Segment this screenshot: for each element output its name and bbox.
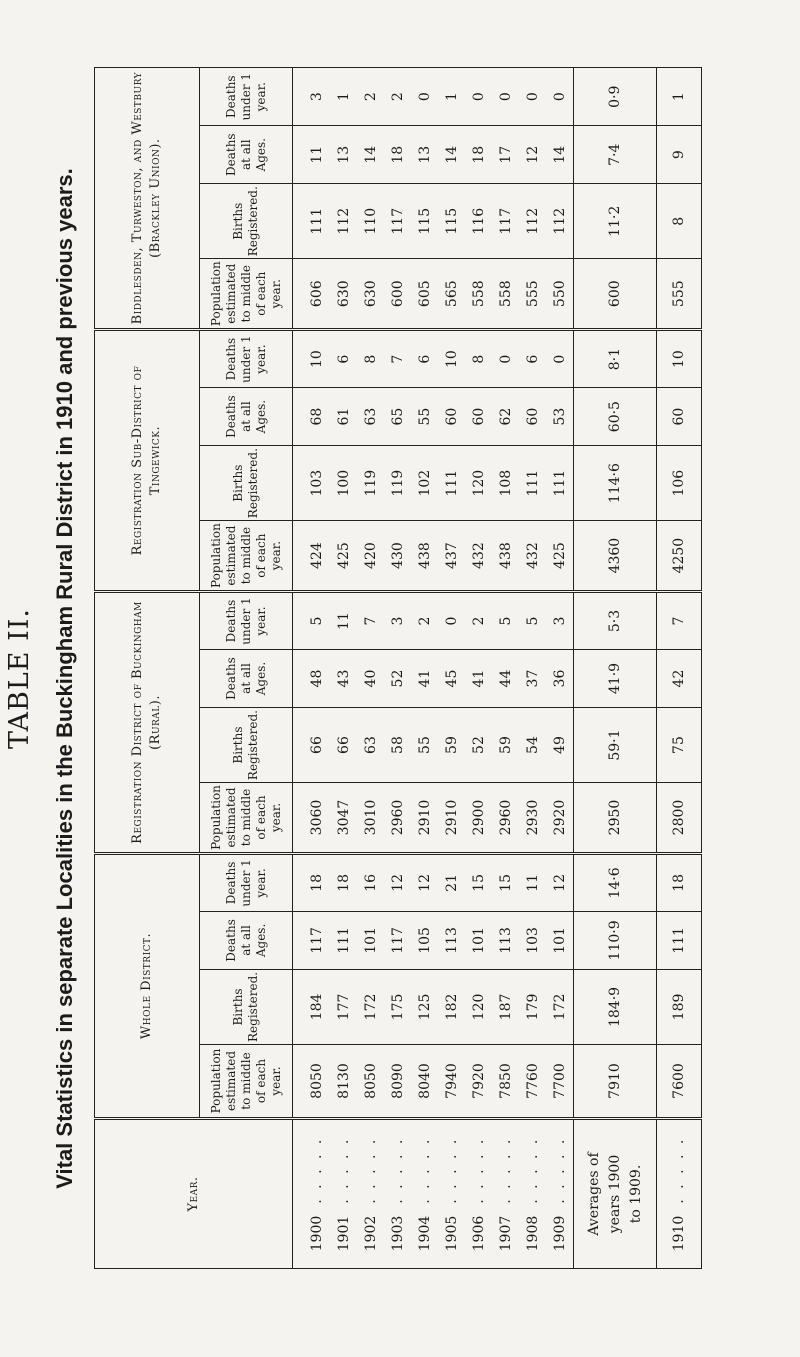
value-cell: 420 [357,521,384,592]
value-cell: 59 [438,708,465,783]
averages-row [574,68,657,1269]
column-header-row [200,68,293,1269]
value-cell: 112 [546,184,574,259]
table-row [465,68,492,1269]
year-label: 1907 [497,1215,514,1252]
value-cell: 8090 [384,1045,411,1119]
value-cell: 125 [411,969,438,1044]
group-header-whole-district: Whole District. [95,853,200,1118]
value-cell: 2910 [411,783,438,854]
value-cell: 115 [438,184,465,259]
value-cell: 14·6 [574,853,657,911]
value-cell: 2960 [492,783,519,854]
value-cell: 119 [384,446,411,521]
value-cell: 7·4 [574,126,657,184]
value-cell: 2910 [438,783,465,854]
value-cell: 8130 [330,1045,357,1119]
value-cell: 5·3 [574,592,657,650]
value-cell: 4360 [574,521,657,592]
leader-dots: . . . . . [362,1136,379,1204]
year-cell [519,1119,546,1269]
deaths-header: Deaths at all Ages. [200,650,293,708]
value-cell: 10 [657,330,702,388]
value-cell: 424 [293,521,331,592]
year-cell [657,1119,702,1269]
value-cell: 59 [492,708,519,783]
value-cell: 106 [657,446,702,521]
value-cell: 14 [546,126,574,184]
value-cell: 600 [384,259,411,330]
value-cell: 7940 [438,1045,465,1119]
value-cell: 2 [357,68,384,126]
value-cell: 0 [438,592,465,650]
value-cell: 14 [438,126,465,184]
value-cell: 565 [438,259,465,330]
year-cell [546,1119,574,1269]
value-cell: 58 [384,708,411,783]
value-cell: 105 [411,911,438,969]
value-cell: 55 [411,708,438,783]
value-cell: 177 [330,969,357,1044]
value-cell: 438 [492,521,519,592]
value-cell: 112 [330,184,357,259]
value-cell: 7 [357,592,384,650]
value-cell: 111 [330,911,357,969]
value-cell: 60 [465,388,492,446]
population-header: Population estimated to middle of each year. [200,259,293,330]
value-cell: 189 [657,969,702,1044]
value-cell: 0 [465,68,492,126]
value-cell: 425 [330,521,357,592]
value-cell: 10 [293,330,331,388]
value-cell: 175 [384,969,411,1044]
value-cell: 437 [438,521,465,592]
value-cell: 8 [657,184,702,259]
value-cell: 111 [438,446,465,521]
year-1910-row [657,68,702,1269]
value-cell: 8 [465,330,492,388]
vital-statistics-table [94,67,702,1269]
table-row [519,68,546,1269]
leader-dots: . . . . . [551,1136,568,1204]
leader-dots: . . . . . [416,1136,433,1204]
value-cell: 37 [519,650,546,708]
value-cell: 11 [330,592,357,650]
leader-dots: . . . . . [497,1136,514,1204]
value-cell: 102 [411,446,438,521]
deaths-header: Deaths at all Ages. [200,126,293,184]
value-cell: 430 [384,521,411,592]
value-cell: 18 [330,853,357,911]
value-cell: 36 [546,650,574,708]
year-cell [411,1119,438,1269]
value-cell: 182 [438,969,465,1044]
table-body [293,68,702,1269]
year-label: 1910 [671,1215,687,1252]
averages-label [574,1119,657,1269]
value-cell: 0 [546,68,574,126]
value-cell: 15 [492,853,519,911]
value-cell: 52 [384,650,411,708]
value-cell: 425 [546,521,574,592]
value-cell: 550 [546,259,574,330]
value-cell: 172 [357,969,384,1044]
value-cell: 0 [492,330,519,388]
value-cell: 63 [357,388,384,446]
value-cell: 111 [546,446,574,521]
leader-dots: . . . . . [335,1136,352,1204]
value-cell: 7850 [492,1045,519,1119]
deaths-header: Deaths at all Ages. [200,911,293,969]
year-label: 1904 [416,1215,433,1252]
year-cell [384,1119,411,1269]
value-cell: 558 [492,259,519,330]
deaths-header: Deaths at all Ages. [200,388,293,446]
value-cell: 0 [519,68,546,126]
value-cell: 18 [465,126,492,184]
value-cell: 179 [519,969,546,1044]
value-cell: 101 [357,911,384,969]
value-cell: 115 [411,184,438,259]
value-cell: 21 [438,853,465,911]
value-cell: 113 [438,911,465,969]
value-cell: 600 [574,259,657,330]
value-cell: 18 [293,853,331,911]
value-cell: 18 [657,853,702,911]
value-cell: 55 [411,388,438,446]
value-cell: 555 [657,259,702,330]
value-cell: 75 [657,708,702,783]
year-label: 1903 [389,1215,406,1252]
value-cell: 103 [293,446,331,521]
births-header: Births Registered. [200,708,293,783]
year-label: 1905 [443,1215,460,1252]
value-cell: 14 [357,126,384,184]
value-cell: 44 [492,650,519,708]
value-cell: 7700 [546,1045,574,1119]
value-cell: 103 [519,911,546,969]
leader-dots: . . . . . [470,1136,487,1204]
value-cell: 108 [492,446,519,521]
value-cell: 53 [546,388,574,446]
page-title: TABLE II. [4,608,35,750]
year-cell [357,1119,384,1269]
value-cell: 11 [519,853,546,911]
infant-deaths-header: Deaths under 1 year. [200,592,293,650]
value-cell: 606 [293,259,331,330]
births-header: Births Registered. [200,184,293,259]
value-cell: 60 [519,388,546,446]
infant-deaths-header: Deaths under 1 year. [200,68,293,126]
leader-dots: . . . . . [308,1136,325,1204]
value-cell: 60·5 [574,388,657,446]
value-cell: 8050 [357,1045,384,1119]
value-cell: 60 [657,388,702,446]
value-cell: 117 [384,911,411,969]
value-cell: 113 [492,911,519,969]
value-cell: 0 [492,68,519,126]
value-cell: 49 [546,708,574,783]
year-cell [330,1119,357,1269]
leader-dots: . . . . . [671,1136,687,1204]
infant-deaths-header: Deaths under 1 year. [200,330,293,388]
table-row [438,68,465,1269]
value-cell: 41 [465,650,492,708]
value-cell: 100 [330,446,357,521]
value-cell: 62 [492,388,519,446]
year-label: 1901 [335,1215,352,1252]
value-cell: 7910 [574,1045,657,1119]
value-cell: 66 [293,708,331,783]
population-header: Population estimated to middle of each year. [200,1045,293,1119]
value-cell: 184·9 [574,969,657,1044]
year-label: 1906 [470,1215,487,1252]
value-cell: 0 [546,330,574,388]
value-cell: 3 [293,68,331,126]
value-cell: 13 [330,126,357,184]
value-cell: 120 [465,969,492,1044]
value-cell: 630 [357,259,384,330]
value-cell: 10 [438,330,465,388]
value-cell: 116 [465,184,492,259]
value-cell: 2920 [546,783,574,854]
value-cell: 45 [438,650,465,708]
leader-dots: . . . . . [389,1136,406,1204]
leader-dots: . . . . . [524,1136,541,1204]
table-row [384,68,411,1269]
year-label: 1900 [308,1215,325,1252]
value-cell: 43 [330,650,357,708]
value-cell: 1 [438,68,465,126]
table-row [492,68,519,1269]
value-cell: 16 [357,853,384,911]
value-cell: 66 [330,708,357,783]
value-cell: 52 [465,708,492,783]
value-cell: 0 [411,68,438,126]
year-label: 1902 [362,1215,379,1252]
value-cell: 7 [384,330,411,388]
value-cell: 68 [293,388,331,446]
value-cell: 11 [293,126,331,184]
value-cell: 3010 [357,783,384,854]
value-cell: 7600 [657,1045,702,1119]
value-cell: 117 [293,911,331,969]
value-cell: 11·2 [574,184,657,259]
year-label: 1909 [551,1215,568,1252]
value-cell: 111 [293,184,331,259]
value-cell: 187 [492,969,519,1044]
value-cell: 172 [546,969,574,1044]
value-cell: 12 [546,853,574,911]
table-row [330,68,357,1269]
group-header-buckingham-rural: Registration District of Buckingham (Rural). [95,592,200,854]
value-cell: 2930 [519,783,546,854]
value-cell: 3047 [330,783,357,854]
value-cell: 5 [519,592,546,650]
value-cell: 12 [384,853,411,911]
value-cell: 61 [330,388,357,446]
group-header-tingewick: Registration Sub-District of Tingewick. [95,330,200,592]
value-cell: 117 [384,184,411,259]
value-cell: 111 [519,446,546,521]
value-cell: 120 [465,446,492,521]
leader-dots: . . . . . [443,1136,460,1204]
value-cell: 65 [384,388,411,446]
value-cell: 112 [519,184,546,259]
averages-label-line: Averages of [585,1152,602,1236]
value-cell: 110·9 [574,911,657,969]
value-cell: 6 [330,330,357,388]
value-cell: 8040 [411,1045,438,1119]
value-cell: 555 [519,259,546,330]
year-cell [465,1119,492,1269]
averages-label-line: to 1909. [627,1164,644,1224]
value-cell: 3 [384,592,411,650]
value-cell: 8050 [293,1045,331,1119]
value-cell: 9 [657,126,702,184]
value-cell: 438 [411,521,438,592]
value-cell: 1 [657,68,702,126]
value-cell: 114·6 [574,446,657,521]
group-header-brackley-union: Biddlesden, Turweston, and Westbury (Brackley Union). [95,68,200,330]
table-row [357,68,384,1269]
value-cell: 558 [465,259,492,330]
value-cell: 5 [293,592,331,650]
table-row [546,68,574,1269]
value-cell: 2900 [465,783,492,854]
value-cell: 40 [357,650,384,708]
value-cell: 111 [657,911,702,969]
value-cell: 432 [519,521,546,592]
value-cell: 117 [492,184,519,259]
value-cell: 2 [411,592,438,650]
value-cell: 54 [519,708,546,783]
births-header: Births Registered. [200,446,293,521]
value-cell: 48 [293,650,331,708]
value-cell: 119 [357,446,384,521]
value-cell: 110 [357,184,384,259]
population-header: Population estimated to middle of each year. [200,521,293,592]
value-cell: 5 [492,592,519,650]
value-cell: 184 [293,969,331,1044]
value-cell: 8·1 [574,330,657,388]
value-cell: 8 [357,330,384,388]
value-cell: 6 [411,330,438,388]
value-cell: 2 [384,68,411,126]
averages-label-line: years 1900 [606,1154,623,1234]
table-row [293,68,331,1269]
value-cell: 17 [492,126,519,184]
infant-deaths-header: Deaths under 1 year. [200,853,293,911]
value-cell: 605 [411,259,438,330]
value-cell: 41 [411,650,438,708]
value-cell: 6 [519,330,546,388]
value-cell: 101 [465,911,492,969]
value-cell: 1 [330,68,357,126]
page-subtitle: Vital Statistics in separate Localities in the Buckingham Rural District in 1910 and previous years. [52,168,77,1189]
year-header: Year. [95,1119,293,1269]
value-cell: 3060 [293,783,331,854]
population-header: Population estimated to middle of each year. [200,783,293,854]
value-cell: 2960 [384,783,411,854]
value-cell: 63 [357,708,384,783]
value-cell: 60 [438,388,465,446]
value-cell: 12 [411,853,438,911]
value-cell: 7920 [465,1045,492,1119]
value-cell: 3 [546,592,574,650]
value-cell: 41·9 [574,650,657,708]
value-cell: 2 [465,592,492,650]
value-cell: 432 [465,521,492,592]
year-cell [492,1119,519,1269]
value-cell: 18 [384,126,411,184]
value-cell: 12 [519,126,546,184]
value-cell: 2800 [657,783,702,854]
value-cell: 630 [330,259,357,330]
value-cell: 0·9 [574,68,657,126]
value-cell: 13 [411,126,438,184]
value-cell: 101 [546,911,574,969]
year-cell [438,1119,465,1269]
births-header: Births Registered. [200,969,293,1044]
value-cell: 2950 [574,783,657,854]
value-cell: 4250 [657,521,702,592]
value-cell: 42 [657,650,702,708]
year-label: 1908 [524,1215,541,1252]
value-cell: 15 [465,853,492,911]
table-row [411,68,438,1269]
value-cell: 7 [657,592,702,650]
value-cell: 59·1 [574,708,657,783]
year-cell [293,1119,331,1269]
value-cell: 7760 [519,1045,546,1119]
